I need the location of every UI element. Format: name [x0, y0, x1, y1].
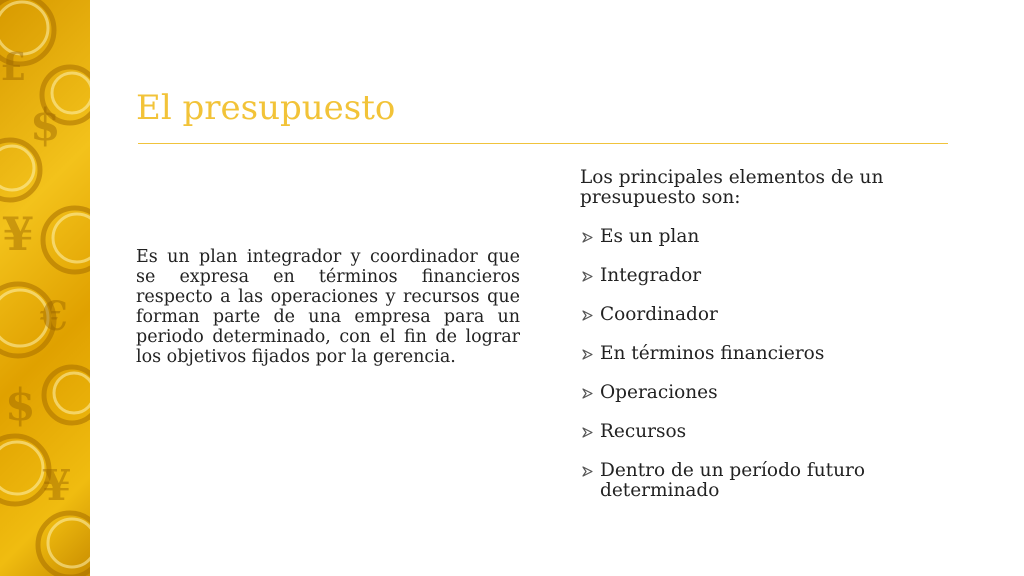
list-item: [580, 305, 980, 325]
list-item: [580, 461, 980, 501]
elements-column: [580, 168, 980, 501]
arrowhead-icon: [582, 427, 593, 438]
list-item: [580, 422, 980, 442]
svg-text:¥: ¥: [2, 207, 35, 261]
elements-intro: Los principales elementos de un presupuesto son:: [580, 167, 884, 208]
list-item: [580, 266, 980, 286]
svg-text:¥: ¥: [42, 461, 72, 510]
list-item-label: Es un plan: [600, 226, 700, 247]
list-item-label: Integrador: [600, 265, 702, 286]
arrowhead-icon: [582, 271, 593, 282]
elements-list: [580, 227, 980, 501]
title-divider: [138, 143, 948, 144]
list-item-label: En términos financieros: [600, 343, 825, 364]
svg-text:$: $: [5, 380, 36, 431]
list-item: [580, 227, 980, 247]
list-item-label: Dentro de un período futuro determinado: [600, 460, 866, 501]
arrowhead-icon: [582, 349, 593, 360]
arrowhead-icon: [582, 232, 593, 243]
definition-text: Es un plan integrador y coordinador que se expresa en términos financieros respecto a las operaciones y recursos que forman parte de una empresa para un periodo determinado, con el fin de lograr los objetivos fijados por la gerencia.: [136, 247, 520, 367]
svg-text:€: €: [40, 293, 68, 340]
slide-title: El presupuesto: [136, 88, 396, 128]
currency-pattern-icon: [0, 0, 90, 576]
arrowhead-icon: [582, 466, 593, 477]
gold-currency-panel: [0, 0, 90, 576]
svg-text:$: $: [30, 100, 61, 151]
list-item-label: Recursos: [600, 421, 687, 442]
list-item: [580, 383, 980, 403]
list-item: [580, 344, 980, 364]
list-item-label: Coordinador: [600, 304, 718, 325]
list-item-label: Operaciones: [600, 382, 718, 403]
svg-text:£: £: [0, 44, 27, 89]
arrowhead-icon: [582, 310, 593, 321]
arrowhead-icon: [582, 388, 593, 399]
